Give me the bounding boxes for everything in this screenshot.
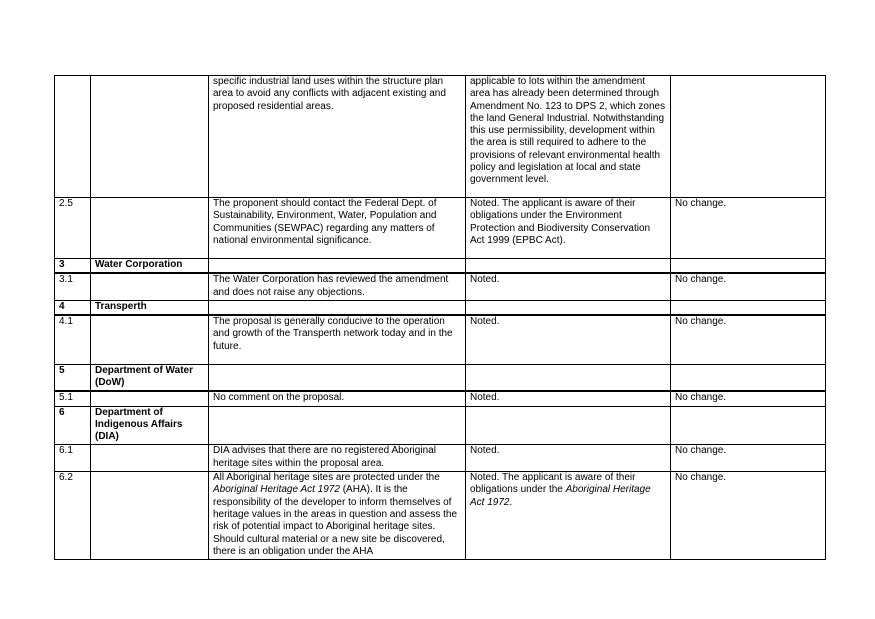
table-row (55, 391, 826, 406)
row-number: 5.1 (55, 391, 91, 406)
recommendation-cell: No change. (671, 445, 826, 472)
agency-cell (91, 76, 209, 198)
row-number: 2.5 (55, 198, 91, 259)
recommendation-cell: No change. (671, 273, 826, 300)
row-number: 3.1 (55, 273, 91, 300)
agency-name: Transperth (91, 300, 209, 315)
agency-name: Water Corporation (91, 259, 209, 274)
agency-heading-row (55, 364, 826, 391)
submissions-table (54, 75, 826, 560)
table-row (55, 198, 826, 259)
submission-cell: specific industrial land uses within the structure plan area to avoid any conflicts with adjacent existing and proposed residential areas. (209, 76, 466, 198)
response-cell: Noted. The applicant is aware of their obligations under the Environment Protection and Biodiversity Conservation Act 1999 (EPBC Act). (466, 198, 671, 259)
submission-cell: No comment on the proposal. (209, 391, 466, 406)
table-row (55, 273, 826, 300)
section-number: 5 (55, 364, 91, 391)
recommendation-cell: No change. (671, 391, 826, 406)
response-cell: Noted. (466, 315, 671, 364)
submission-cell: The proponent should contact the Federal Dept. of Sustainability, Environment, Water, Population and Communities (SEWPAC) regarding any matters of national environmental significance. (209, 198, 466, 259)
table-row (55, 76, 826, 198)
recommendation-cell: No change. (671, 472, 826, 560)
agency-heading-row (55, 259, 826, 274)
response-cell: Noted. (466, 391, 671, 406)
response-cell: applicable to lots within the amendment area has already been determined through Amendment No. 123 to DPS 2, which zones the land General Industrial. Notwithstanding this use permissibility, development within the area is still required to adhere to the provisions of relevant environmental health policy and legislation at local and state government level. (466, 76, 671, 198)
recommendation-cell (671, 76, 826, 198)
agency-cell (91, 198, 209, 259)
section-number: 3 (55, 259, 91, 274)
submission-cell: The proposal is generally conducive to the operation and growth of the Transperth network today and in the future. (209, 315, 466, 364)
section-number: 4 (55, 300, 91, 315)
act-title: Aboriginal Heritage Act 1972 (213, 484, 340, 496)
submission-cell: The Water Corporation has reviewed the amendment and does not raise any objections. (209, 273, 466, 300)
row-number: 6.1 (55, 445, 91, 472)
agency-name: Department of Indigenous Affairs (DIA) (91, 406, 209, 445)
row-number: 6.2 (55, 472, 91, 560)
table-row (55, 472, 826, 560)
agency-name: Department of Water (DoW) (91, 364, 209, 391)
response-cell: Noted. The applicant is aware of their obligations under the Aboriginal Heritage Act 1972. (466, 472, 671, 560)
response-cell: Noted. (466, 273, 671, 300)
recommendation-cell: No change. (671, 315, 826, 364)
row-number: 4.1 (55, 315, 91, 364)
response-cell: Noted. (466, 445, 671, 472)
submission-cell: All Aboriginal heritage sites are protected under the Aboriginal Heritage Act 1972 (AHA). It is the responsibility of the developer to inform themselves of heritage values in the areas in question and assess the risk of potential impact to Aboriginal heritage sites. Should cultural material or a new site be discovered, there is an obligation under the AHA (209, 472, 466, 560)
act-title: Aboriginal Heritage Act 1972 (470, 484, 651, 508)
agency-heading-row (55, 406, 826, 445)
submission-cell: DIA advises that there are no registered Aboriginal heritage sites within the proposal area. (209, 445, 466, 472)
table-row (55, 315, 826, 364)
row-number (55, 76, 91, 198)
recommendation-cell: No change. (671, 198, 826, 259)
agency-heading-row (55, 300, 826, 315)
section-number: 6 (55, 406, 91, 445)
table-row (55, 445, 826, 472)
